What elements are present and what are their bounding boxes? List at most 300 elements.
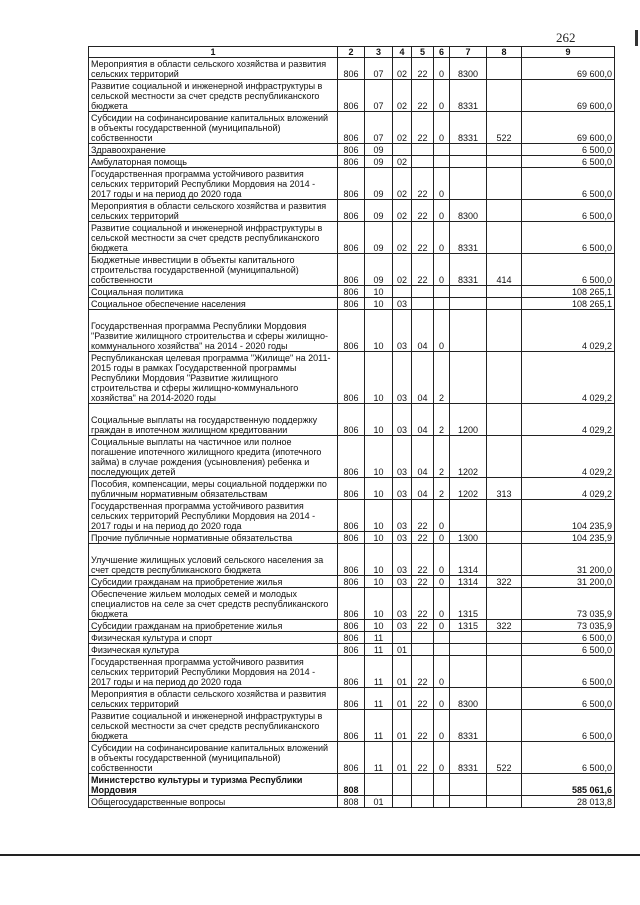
row-code-cell: 808	[338, 774, 365, 796]
row-item-cell	[450, 352, 487, 404]
row-subsection-cell: 03	[393, 620, 412, 632]
row-code-cell: 806	[338, 656, 365, 688]
row-amount-cell: 31 200,0	[522, 544, 615, 576]
row-type-cell	[487, 58, 522, 80]
row-subsection-cell	[393, 632, 412, 644]
row-item-cell: 8331	[450, 742, 487, 774]
row-item-cell	[450, 286, 487, 298]
row-section-cell: 09	[365, 222, 393, 254]
row-program-cell	[412, 796, 434, 808]
row-subprogram-cell: 0	[434, 544, 450, 576]
row-program-cell: 22	[412, 200, 434, 222]
row-item-cell: 8331	[450, 710, 487, 742]
row-name-cell: Пособия, компенсации, меры социальной поддержки по публичным нормативным обязательствам	[89, 478, 338, 500]
row-amount-cell: 31 200,0	[522, 576, 615, 588]
table-row	[89, 588, 615, 620]
row-program-cell: 22	[412, 254, 434, 286]
row-section-cell: 07	[365, 58, 393, 80]
row-code-cell: 806	[338, 156, 365, 168]
row-amount-cell: 69 600,0	[522, 112, 615, 144]
row-code-cell: 806	[338, 576, 365, 588]
row-amount-cell: 6 500,0	[522, 254, 615, 286]
row-subsection-cell: 02	[393, 80, 412, 112]
row-type-cell	[487, 588, 522, 620]
row-program-cell: 22	[412, 112, 434, 144]
row-name-cell: Субсидии на софинансирование капитальных вложений в объекты государственной (муниципальной) собственности	[89, 742, 338, 774]
row-name-cell: Мероприятия в области сельского хозяйства и развития сельских территорий	[89, 58, 338, 80]
row-program-cell: 22	[412, 222, 434, 254]
row-subsection-cell: 01	[393, 656, 412, 688]
row-item-cell	[450, 774, 487, 796]
row-program-cell: 22	[412, 742, 434, 774]
row-code-cell: 806	[338, 352, 365, 404]
row-name-cell: Субсидии гражданам на приобретение жилья	[89, 620, 338, 632]
row-item-cell: 1315	[450, 620, 487, 632]
row-type-cell	[487, 200, 522, 222]
row-code-cell: 806	[338, 58, 365, 80]
row-type-cell: 522	[487, 742, 522, 774]
row-code-cell: 806	[338, 168, 365, 200]
row-name-cell: Государственная программа устойчивого развития сельских территорий Республики Мордовия на 2014 - 2017 годы и на период до 2020 года	[89, 168, 338, 200]
row-code-cell: 806	[338, 200, 365, 222]
row-subprogram-cell: 0	[434, 222, 450, 254]
table-row	[89, 404, 615, 436]
row-program-cell: 22	[412, 656, 434, 688]
row-program-cell: 22	[412, 58, 434, 80]
header-cell: 6	[434, 47, 450, 58]
row-item-cell	[450, 656, 487, 688]
row-amount-cell: 4 029,2	[522, 310, 615, 352]
row-amount-cell: 73 035,9	[522, 588, 615, 620]
row-program-cell: 22	[412, 532, 434, 544]
row-item-cell: 8331	[450, 80, 487, 112]
row-subprogram-cell: 2	[434, 404, 450, 436]
row-program-cell	[412, 144, 434, 156]
row-program-cell	[412, 632, 434, 644]
budget-table	[88, 46, 615, 808]
table-row	[89, 620, 615, 632]
table-row	[89, 742, 615, 774]
row-subsection-cell: 02	[393, 168, 412, 200]
row-subsection-cell: 02	[393, 200, 412, 222]
table-row	[89, 298, 615, 310]
row-name-cell: Социальные выплаты на частичное или полное погашение ипотечного жилищного кредита (ипотечного займа) в случае рождения (усыновления) ребенка и последующих детей	[89, 436, 338, 478]
footer-divider	[0, 854, 640, 856]
header-cell: 4	[393, 47, 412, 58]
row-section-cell: 10	[365, 544, 393, 576]
row-subprogram-cell: 0	[434, 688, 450, 710]
row-name-cell: Министерство культуры и туризма Республики Мордовия	[89, 774, 338, 796]
row-subprogram-cell	[434, 644, 450, 656]
row-subprogram-cell: 0	[434, 588, 450, 620]
row-code-cell: 806	[338, 644, 365, 656]
table-row	[89, 774, 615, 796]
row-amount-cell: 6 500,0	[522, 222, 615, 254]
table-row	[89, 286, 615, 298]
row-item-cell: 8300	[450, 688, 487, 710]
row-code-cell: 806	[338, 500, 365, 532]
row-program-cell: 22	[412, 688, 434, 710]
row-code-cell: 806	[338, 620, 365, 632]
row-subsection-cell: 03	[393, 588, 412, 620]
row-subsection-cell: 01	[393, 710, 412, 742]
row-type-cell	[487, 156, 522, 168]
row-name-cell: Мероприятия в области сельского хозяйства и развития сельских территорий	[89, 200, 338, 222]
row-item-cell: 8300	[450, 200, 487, 222]
row-program-cell	[412, 286, 434, 298]
row-amount-cell: 4 029,2	[522, 478, 615, 500]
row-section-cell: 11	[365, 742, 393, 774]
row-type-cell	[487, 688, 522, 710]
table-row	[89, 500, 615, 532]
row-code-cell: 806	[338, 310, 365, 352]
header-cell: 1	[89, 47, 338, 58]
row-item-cell: 1300	[450, 532, 487, 544]
table-row	[89, 632, 615, 644]
row-section-cell: 11	[365, 656, 393, 688]
row-section-cell: 10	[365, 436, 393, 478]
row-item-cell	[450, 168, 487, 200]
row-amount-cell: 4 029,2	[522, 404, 615, 436]
row-section-cell: 10	[365, 500, 393, 532]
row-section-cell: 11	[365, 688, 393, 710]
row-subprogram-cell: 2	[434, 436, 450, 478]
row-item-cell	[450, 156, 487, 168]
row-item-cell	[450, 310, 487, 352]
row-amount-cell: 69 600,0	[522, 58, 615, 80]
row-subprogram-cell: 0	[434, 58, 450, 80]
row-section-cell: 07	[365, 112, 393, 144]
row-code-cell: 806	[338, 544, 365, 576]
row-item-cell: 1314	[450, 544, 487, 576]
row-type-cell	[487, 544, 522, 576]
row-subsection-cell: 02	[393, 156, 412, 168]
row-code-cell: 806	[338, 298, 365, 310]
row-type-cell	[487, 286, 522, 298]
row-section-cell: 07	[365, 80, 393, 112]
row-program-cell	[412, 298, 434, 310]
row-code-cell: 808	[338, 796, 365, 808]
row-code-cell: 806	[338, 144, 365, 156]
row-subprogram-cell: 0	[434, 168, 450, 200]
row-subprogram-cell: 0	[434, 254, 450, 286]
row-program-cell: 22	[412, 168, 434, 200]
row-item-cell	[450, 298, 487, 310]
row-program-cell	[412, 156, 434, 168]
row-type-cell: 414	[487, 254, 522, 286]
row-subsection-cell: 03	[393, 532, 412, 544]
row-section-cell: 10	[365, 588, 393, 620]
table-row	[89, 436, 615, 478]
row-section-cell: 10	[365, 478, 393, 500]
row-name-cell: Здравоохранение	[89, 144, 338, 156]
row-amount-cell: 6 500,0	[522, 144, 615, 156]
row-name-cell: Физическая культура	[89, 644, 338, 656]
row-code-cell: 806	[338, 254, 365, 286]
row-code-cell: 806	[338, 112, 365, 144]
row-section-cell: 10	[365, 576, 393, 588]
row-subprogram-cell: 0	[434, 310, 450, 352]
row-amount-cell: 6 500,0	[522, 644, 615, 656]
row-section-cell: 10	[365, 286, 393, 298]
table-row	[89, 796, 615, 808]
row-program-cell: 22	[412, 620, 434, 632]
row-name-cell: Развитие социальной и инженерной инфраструктуры в сельской местности за счет средств республиканского бюджета	[89, 222, 338, 254]
row-type-cell	[487, 144, 522, 156]
row-item-cell	[450, 144, 487, 156]
row-name-cell: Физическая культура и спорт	[89, 632, 338, 644]
row-name-cell: Социальное обеспечение населения	[89, 298, 338, 310]
row-type-cell	[487, 352, 522, 404]
row-type-cell	[487, 298, 522, 310]
row-amount-cell: 69 600,0	[522, 80, 615, 112]
row-program-cell: 22	[412, 588, 434, 620]
row-type-cell	[487, 80, 522, 112]
row-item-cell: 1315	[450, 588, 487, 620]
table-row	[89, 644, 615, 656]
table-row	[89, 58, 615, 80]
row-subsection-cell: 02	[393, 222, 412, 254]
row-program-cell	[412, 644, 434, 656]
row-code-cell: 806	[338, 742, 365, 774]
row-section-cell: 01	[365, 796, 393, 808]
row-subsection-cell: 02	[393, 254, 412, 286]
row-amount-cell: 104 235,9	[522, 532, 615, 544]
row-section-cell: 09	[365, 200, 393, 222]
row-section-cell	[365, 774, 393, 796]
table-row	[89, 352, 615, 404]
table-row	[89, 310, 615, 352]
row-section-cell: 10	[365, 298, 393, 310]
row-item-cell: 1202	[450, 436, 487, 478]
row-program-cell: 22	[412, 500, 434, 532]
row-code-cell: 806	[338, 436, 365, 478]
table-row	[89, 688, 615, 710]
header-cell: 2	[338, 47, 365, 58]
row-item-cell: 1314	[450, 576, 487, 588]
row-item-cell: 1200	[450, 404, 487, 436]
row-subsection-cell: 01	[393, 644, 412, 656]
row-subprogram-cell: 0	[434, 620, 450, 632]
table-row	[89, 80, 615, 112]
row-code-cell: 806	[338, 688, 365, 710]
row-type-cell	[487, 632, 522, 644]
row-subprogram-cell	[434, 632, 450, 644]
row-code-cell: 806	[338, 532, 365, 544]
row-subsection-cell: 03	[393, 576, 412, 588]
row-amount-cell: 6 500,0	[522, 710, 615, 742]
row-item-cell	[450, 796, 487, 808]
row-subsection-cell: 01	[393, 742, 412, 774]
row-type-cell	[487, 436, 522, 478]
row-program-cell: 22	[412, 576, 434, 588]
row-type-cell	[487, 168, 522, 200]
row-item-cell: 1202	[450, 478, 487, 500]
row-program-cell: 04	[412, 404, 434, 436]
row-type-cell: 522	[487, 112, 522, 144]
row-code-cell: 806	[338, 588, 365, 620]
row-type-cell	[487, 532, 522, 544]
row-amount-cell: 4 029,2	[522, 352, 615, 404]
row-amount-cell: 6 500,0	[522, 656, 615, 688]
row-subsection-cell: 03	[393, 298, 412, 310]
row-section-cell: 09	[365, 254, 393, 286]
row-type-cell	[487, 774, 522, 796]
row-section-cell: 09	[365, 156, 393, 168]
row-program-cell: 22	[412, 710, 434, 742]
row-section-cell: 11	[365, 710, 393, 742]
row-item-cell	[450, 632, 487, 644]
row-amount-cell: 4 029,2	[522, 436, 615, 478]
row-subsection-cell: 03	[393, 404, 412, 436]
row-amount-cell: 6 500,0	[522, 168, 615, 200]
table-row	[89, 112, 615, 144]
row-subprogram-cell	[434, 796, 450, 808]
row-code-cell: 806	[338, 222, 365, 254]
row-name-cell: Государственная программа устойчивого развития сельских территорий Республики Мордовия на 2014 - 2017 годы и на период до 2020 года	[89, 500, 338, 532]
row-section-cell: 11	[365, 644, 393, 656]
row-item-cell	[450, 644, 487, 656]
row-name-cell: Бюджетные инвестиции в объекты капитального строительства государственной (муниципальной) собственности	[89, 254, 338, 286]
row-section-cell: 11	[365, 632, 393, 644]
row-type-cell	[487, 796, 522, 808]
row-subprogram-cell: 0	[434, 532, 450, 544]
header-cell: 3	[365, 47, 393, 58]
row-section-cell: 10	[365, 532, 393, 544]
row-type-cell	[487, 404, 522, 436]
row-program-cell: 04	[412, 310, 434, 352]
row-code-cell: 806	[338, 80, 365, 112]
table-row	[89, 576, 615, 588]
row-subsection-cell: 03	[393, 500, 412, 532]
row-subprogram-cell: 0	[434, 200, 450, 222]
row-type-cell	[487, 222, 522, 254]
row-subsection-cell: 02	[393, 112, 412, 144]
table-row	[89, 144, 615, 156]
table-header-row	[89, 47, 615, 58]
row-subsection-cell	[393, 774, 412, 796]
row-subprogram-cell: 0	[434, 742, 450, 774]
row-amount-cell: 6 500,0	[522, 200, 615, 222]
row-subprogram-cell	[434, 298, 450, 310]
table-body	[89, 58, 615, 808]
row-amount-cell: 6 500,0	[522, 742, 615, 774]
row-type-cell	[487, 656, 522, 688]
row-type-cell: 322	[487, 620, 522, 632]
row-section-cell: 09	[365, 144, 393, 156]
row-subprogram-cell: 0	[434, 576, 450, 588]
row-type-cell	[487, 710, 522, 742]
row-section-cell: 10	[365, 352, 393, 404]
row-amount-cell: 585 061,6	[522, 774, 615, 796]
row-program-cell: 04	[412, 436, 434, 478]
table-row	[89, 254, 615, 286]
row-name-cell: Прочие публичные нормативные обязательства	[89, 532, 338, 544]
row-name-cell: Улучшение жилищных условий сельского населения за счет средств республиканского бюджета	[89, 544, 338, 576]
row-subprogram-cell: 0	[434, 656, 450, 688]
row-item-cell: 8331	[450, 222, 487, 254]
row-subprogram-cell: 2	[434, 352, 450, 404]
header-cell: 5	[412, 47, 434, 58]
row-name-cell: Общегосударственные вопросы	[89, 796, 338, 808]
row-program-cell: 04	[412, 352, 434, 404]
row-name-cell: Государственная программа устойчивого развития сельских территорий Республики Мордовия на 2014 - 2017 годы и на период до 2020 года	[89, 656, 338, 688]
row-name-cell: Мероприятия в области сельского хозяйства и развития сельских территорий	[89, 688, 338, 710]
table-row	[89, 200, 615, 222]
table-row	[89, 156, 615, 168]
row-subprogram-cell	[434, 774, 450, 796]
table-row	[89, 478, 615, 500]
header-cell: 8	[487, 47, 522, 58]
page-number: 262	[556, 30, 576, 45]
table-row	[89, 222, 615, 254]
row-program-cell	[412, 774, 434, 796]
row-name-cell: Субсидии на софинансирование капитальных вложений в объекты государственной (муниципальной) собственности	[89, 112, 338, 144]
row-subsection-cell: 03	[393, 544, 412, 576]
table-row	[89, 710, 615, 742]
row-subsection-cell: 03	[393, 436, 412, 478]
row-subprogram-cell: 0	[434, 710, 450, 742]
row-amount-cell: 108 265,1	[522, 298, 615, 310]
row-code-cell: 806	[338, 404, 365, 436]
row-amount-cell: 6 500,0	[522, 688, 615, 710]
row-type-cell	[487, 500, 522, 532]
row-amount-cell: 73 035,9	[522, 620, 615, 632]
row-type-cell: 322	[487, 576, 522, 588]
row-subsection-cell: 03	[393, 478, 412, 500]
table-row	[89, 544, 615, 576]
row-name-cell: Субсидии гражданам на приобретение жилья	[89, 576, 338, 588]
header-cell: 7	[450, 47, 487, 58]
row-name-cell: Развитие социальной и инженерной инфраструктуры в сельской местности за счет средств республиканского бюджета	[89, 710, 338, 742]
row-subsection-cell	[393, 286, 412, 298]
row-section-cell: 09	[365, 168, 393, 200]
row-name-cell: Обеспечение жильем молодых семей и молодых специалистов на селе за счет средств республиканского бюджета	[89, 588, 338, 620]
row-item-cell: 8331	[450, 254, 487, 286]
row-subprogram-cell: 0	[434, 80, 450, 112]
row-amount-cell: 6 500,0	[522, 156, 615, 168]
row-item-cell: 8331	[450, 112, 487, 144]
row-code-cell: 806	[338, 632, 365, 644]
row-subprogram-cell	[434, 144, 450, 156]
row-subprogram-cell	[434, 156, 450, 168]
row-amount-cell: 104 235,9	[522, 500, 615, 532]
row-name-cell: Социальная политика	[89, 286, 338, 298]
row-program-cell: 22	[412, 544, 434, 576]
row-code-cell: 806	[338, 286, 365, 298]
row-type-cell	[487, 644, 522, 656]
row-subsection-cell	[393, 796, 412, 808]
row-name-cell: Социальные выплаты на государственную поддержку граждан в ипотечном жилищном кредитовании	[89, 404, 338, 436]
row-subprogram-cell: 0	[434, 500, 450, 532]
table-row	[89, 168, 615, 200]
row-name-cell: Республиканская целевая программа "Жилище" на 2011-2015 годы в рамках Государственной программы Республики Мордовия "Развитие жилищного строительства и сферы жилищно-коммунального хозяйства" на 2014-2020 годы	[89, 352, 338, 404]
row-program-cell: 04	[412, 478, 434, 500]
row-subsection-cell: 02	[393, 58, 412, 80]
row-name-cell: Государственная программа Республики Мордовия "Развитие жилищного строительства и сферы жилищно-коммунального хозяйства" на 2014 - 2020 годы	[89, 310, 338, 352]
header-cell: 9	[522, 47, 615, 58]
row-subsection-cell: 01	[393, 688, 412, 710]
row-amount-cell: 108 265,1	[522, 286, 615, 298]
row-amount-cell: 6 500,0	[522, 632, 615, 644]
row-code-cell: 806	[338, 710, 365, 742]
row-code-cell: 806	[338, 478, 365, 500]
row-name-cell: Амбулаторная помощь	[89, 156, 338, 168]
row-subprogram-cell	[434, 286, 450, 298]
table-row	[89, 656, 615, 688]
row-subprogram-cell: 2	[434, 478, 450, 500]
row-section-cell: 10	[365, 620, 393, 632]
